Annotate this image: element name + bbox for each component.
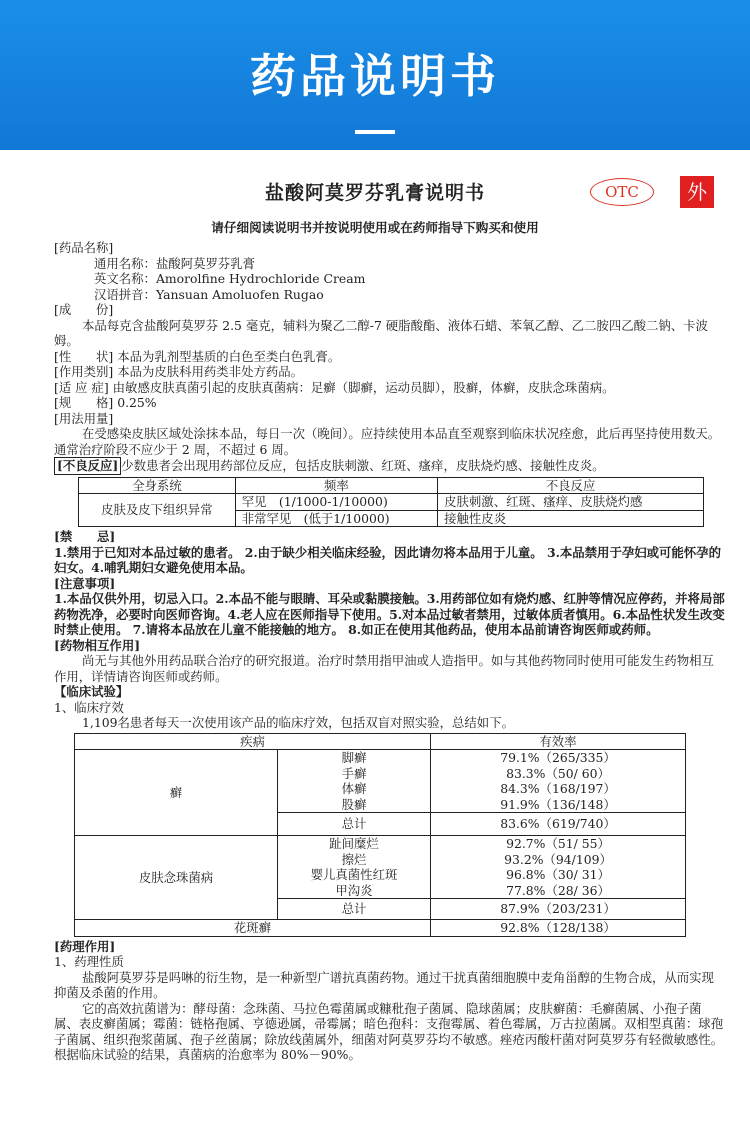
- pinyin-name: 汉语拼音：Yansuan Amoluofen Rugao: [94, 286, 324, 302]
- disease-item: 婴儿真菌性红斑: [310, 867, 398, 882]
- disease-item: 体癣: [341, 781, 367, 796]
- total-label: 总计: [278, 813, 431, 836]
- pharmacology-para-2: 它的高效抗菌谱为：酵母菌：念珠菌、马拉色霉菌属或糠秕孢子菌属、隐球菌属；皮肤癣菌：毛癣菌属、小孢子菌属、表皮癣菌属；霉菌：链格孢属、亨德逊属，帚霉属；暗色孢科：支孢霉属、着色霉属，万古拉菌属。双相型真菌：球孢子菌属、组织孢浆菌属、孢子丝菌属；除放线菌属外，细菌对阿莫罗芬均不敏感。痤疮丙酸杆菌对阿莫罗芬有轻微敏感性。根据临床试验的结果，真菌病的治愈率为 80%－90%。: [54, 1000, 724, 1062]
- contraindications-header: [禁 忌]: [54, 529, 116, 544]
- adverse-col-reaction: 不良反应: [438, 477, 704, 494]
- adverse-text: 少数患者会出现用药部位反应，包括皮肤刺激、红斑、瘙痒，皮肤烧灼感、接触性皮炎。: [121, 458, 605, 473]
- clinical-header: 【临床试验】: [54, 684, 129, 699]
- property-label: [规 格]: [54, 395, 114, 410]
- adverse-system: 皮肤及皮下组织异常: [79, 494, 236, 527]
- total-value: 87.9%（203/231）: [431, 899, 686, 920]
- adverse-col-frequency: 频率: [235, 477, 437, 494]
- disease-group: 皮肤念珠菌病: [75, 836, 278, 920]
- property-value: 本品为皮肤科用药类非处方药品。: [117, 364, 304, 379]
- rate-value: 91.9%（136/148）: [500, 796, 616, 812]
- otc-badge: OTC: [590, 178, 654, 206]
- disease-group: 癣: [75, 750, 278, 836]
- interaction-header: [药物相互作用]: [54, 637, 141, 653]
- clinical-intro: 1,109名患者每天一次使用该产品的临床疗效，包括双盲对照实验，总结如下。: [82, 715, 514, 730]
- pharmacology-header: [药理作用]: [54, 938, 116, 954]
- adverse-frequency: 非常罕见 (低于1/10000): [235, 510, 437, 527]
- usage-header: [用法用量]: [54, 410, 114, 426]
- clinical-col-disease: 疾病: [75, 733, 431, 750]
- rate-value: 77.8%（28/ 36）: [506, 882, 610, 898]
- rate-values: [431, 836, 686, 899]
- property-value: 0.25%: [117, 395, 157, 410]
- adverse-header: [不良反应]: [54, 457, 121, 475]
- adverse-table: [78, 477, 704, 528]
- leaflet-content: [54, 240, 726, 1063]
- precautions-header: [注意事项]: [54, 575, 116, 591]
- disease-items: [278, 836, 431, 899]
- drug-name-header: [药品名称]: [54, 240, 114, 255]
- rate-value: 79.1%（265/335）: [500, 750, 616, 765]
- clinical-col-rate: 有效率: [431, 733, 686, 750]
- property-label: [作用类别]: [54, 364, 114, 379]
- property-value: 本品为乳剂型基质的白色至类白色乳膏。: [117, 348, 341, 364]
- rate-value: 83.3%（50/ 60）: [506, 765, 610, 781]
- rate-value: 92.7%（51/ 55）: [506, 836, 610, 851]
- adverse-reaction: 皮肤刺激、红斑、瘙痒、皮肤烧灼感: [438, 494, 704, 511]
- disease-item: 脚癣: [341, 750, 367, 765]
- clinical-subheader: 1、临床疗效: [54, 699, 124, 715]
- property-value: 由敏感皮肤真菌引起的皮肤真菌病：足癣（脚癣，运动员脚），股癣，体癣，皮肤念珠菌病。: [112, 379, 615, 395]
- property-row: [54, 395, 726, 411]
- disease-group: 花斑癣: [75, 920, 431, 937]
- pharmacology-subheader: 1、药理性质: [54, 954, 124, 969]
- rate-value: 96.8%（30/ 31）: [506, 867, 610, 882]
- external-use-badge: 外: [680, 176, 714, 208]
- adverse-frequency: 罕见 (1/1000-1/10000): [235, 494, 437, 511]
- disease-item: 趾间糜烂: [329, 836, 379, 851]
- banner-divider: [355, 130, 395, 134]
- interaction-text: 尚无与其他外用药品联合治疗的研究报道。治疗时禁用指甲油或人造指甲。如与其他药物同时使用可能发生药物相互作用，详情请咨询医师或药师。: [54, 653, 714, 684]
- adverse-reaction: 接触性皮炎: [438, 510, 704, 527]
- property-row: [54, 380, 726, 396]
- disease-item: 甲沟炎: [335, 882, 373, 898]
- total-value: 92.8%（128/138）: [431, 920, 686, 937]
- banner-title: 药品说明书: [250, 49, 500, 103]
- property-row: [54, 364, 726, 380]
- disease-items: [278, 750, 431, 813]
- property-label: [适 应 症]: [54, 379, 109, 395]
- leaflet-subtitle: 请仔细阅读说明书并按说明使用或在药师指导下购买和使用: [211, 220, 539, 235]
- clinical-table: [74, 733, 686, 937]
- usage-text: 在受感染皮肤区域处涂抹本品，每日一次（晚间）。应持续使用本品直至观察到临床状况痊愈，此后再坚持使用数天。通常治疗阶段不应少于 2 周，不超过 6 周。: [54, 426, 721, 457]
- common-name: 通用名称：盐酸阿莫罗芬乳膏: [94, 255, 256, 271]
- adverse-row: [54, 457, 726, 475]
- total-label: 总计: [278, 899, 431, 920]
- property-label: [性 状]: [54, 348, 114, 364]
- disease-item: 手癣: [341, 765, 367, 781]
- precautions-text: 1.本品仅供外用，切忌入口。2.本品不能与眼睛、耳朵或黏膜接触。3.用药部位如有烧灼感、红肿等情况应停药，并将局部药物洗净，必要时向医师咨询。4.老人应在医师指导下使用。5.对本品过敏者禁用，过敏体质者慎用。6.本品性状发生改变时禁止使用。 7.请将本品放在儿童不能接触的地方。 8.如正在使用其他药品，使用本品前请咨询医师或药师。: [54, 591, 725, 637]
- composition-header: [成 份]: [54, 302, 114, 317]
- contraindications-text: 1.禁用于已知对本品过敏的患者。 2.由于缺少相关临床经验，因此请勿将本品用于儿童。 3.本品禁用于孕妇或可能怀孕的妇女。4.哺乳期妇女避免使用本品。: [54, 544, 721, 575]
- rate-value: 93.2%（94/109）: [504, 851, 612, 867]
- english-name: 英文名称：Amorolfine Hydrochloride Cream: [94, 271, 366, 286]
- leaflet-title: 盐酸阿莫罗芬乳膏说明书: [264, 182, 485, 204]
- header-banner: [0, 0, 750, 150]
- property-row: [54, 349, 726, 365]
- disease-item: 擦烂: [341, 851, 367, 867]
- leaflet-document: [0, 150, 750, 1141]
- disease-item: 股癣: [341, 796, 367, 812]
- composition-text: 本品每克含盐酸阿莫罗芬 2.5 毫克，辅料为聚乙二醇-7 硬脂酸酯、液体石蜡、苯氧乙醇、乙二胺四乙酸二钠、卡波姆。: [54, 317, 708, 348]
- total-value: 83.6%（619/740）: [431, 813, 686, 836]
- rate-value: 84.3%（168/197）: [500, 781, 616, 796]
- pharmacology-para-1: 盐酸阿莫罗芬是吗啉的衍生物，是一种新型广谱抗真菌药物。通过干扰真菌细胞膜中麦角甾醇的生物合成，从而实现抑菌及杀菌的作用。: [54, 969, 714, 1000]
- rate-values: [431, 750, 686, 813]
- adverse-col-system: 全身系统: [79, 477, 236, 494]
